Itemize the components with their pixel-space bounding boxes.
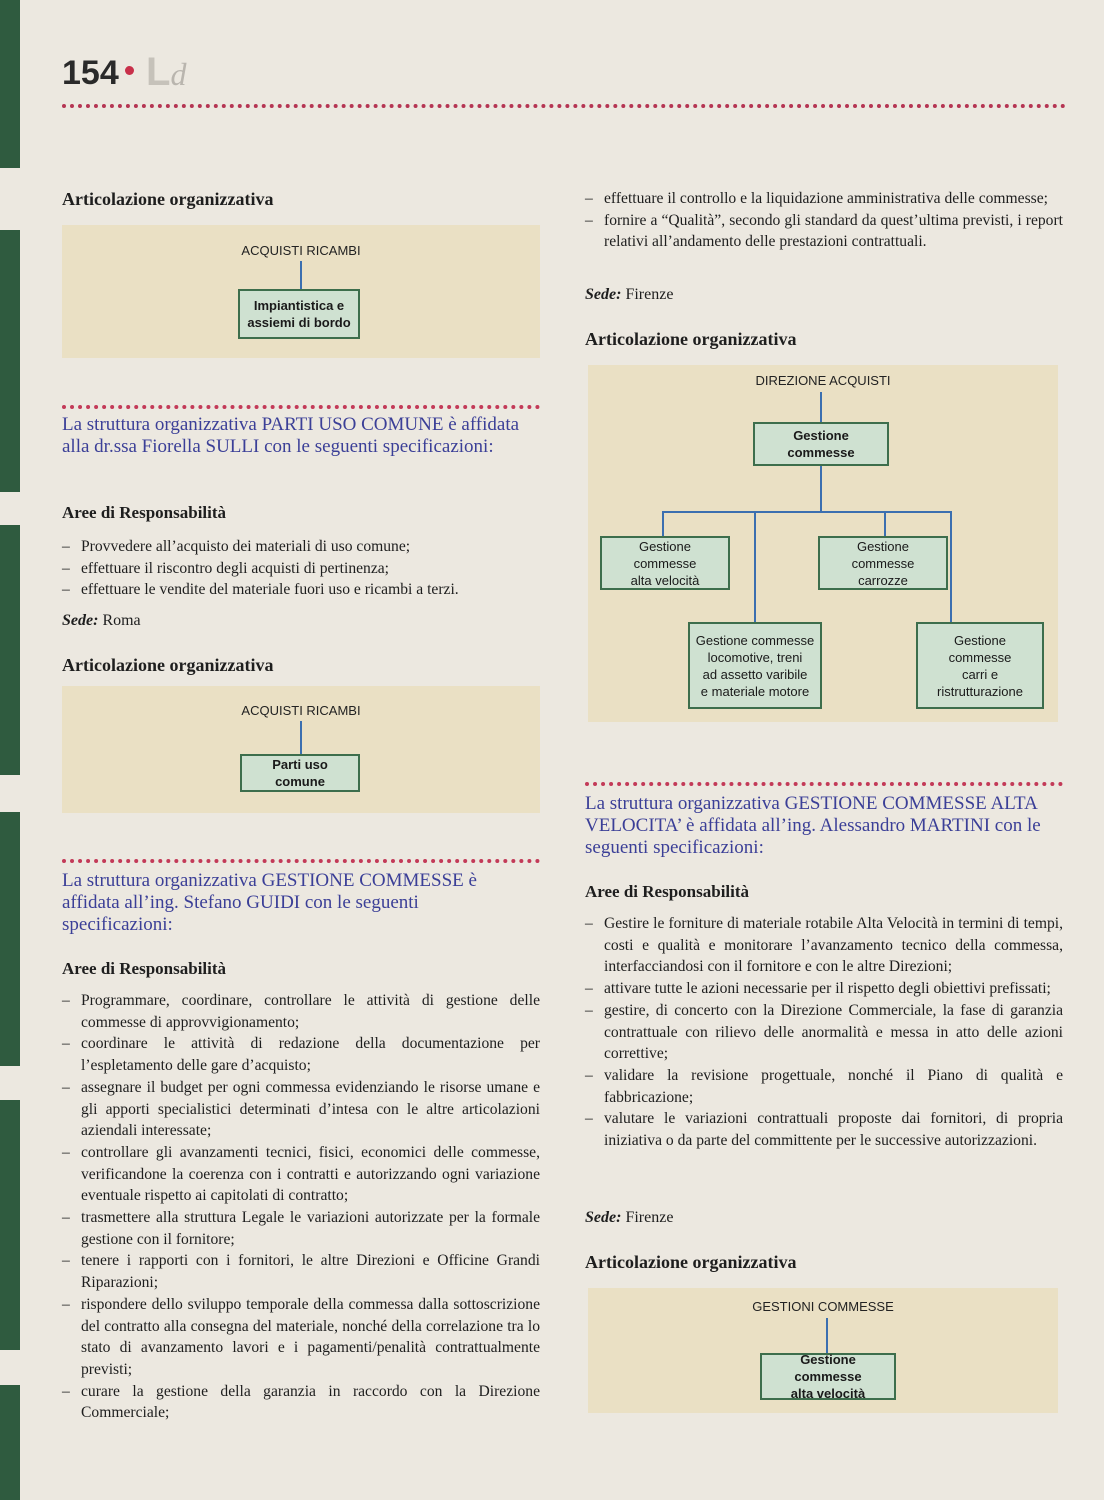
list-item: – effettuare il controllo e la liquidazione amministrativa delle commesse; bbox=[585, 188, 1063, 210]
section-divider bbox=[62, 859, 540, 863]
sede-line: Sede: Firenze bbox=[585, 1209, 674, 1226]
page-edge-tab bbox=[0, 525, 20, 775]
org-parent-label: ACQUISTI RICAMBI bbox=[241, 703, 361, 718]
connector-line bbox=[820, 392, 822, 423]
list-item: – attivare tutte le azioni necessarie per il rispetto degli obiettivi prefissati; bbox=[585, 978, 1063, 1000]
list-item: – curare la gestione della garanzia in raccordo con la Direzione Commerciale; bbox=[62, 1381, 540, 1424]
list-item: – Gestire le forniture di materiale rotabile Alta Velocità in termini di tempi, costi e qualità e monitorare l’avanzamento tecnico della commessa, interfacciandosi con il fornitore e con le altre Direzioni; bbox=[585, 913, 1063, 978]
connector-line bbox=[826, 1318, 828, 1354]
resp-list bbox=[62, 990, 540, 1424]
section-intro: La struttura organizzativa GESTIONE COMMESSE ALTA VELOCITA’ è affidata all’ing. Alessandro MARTINI con le seguenti specificazioni: bbox=[585, 793, 1041, 858]
page-edge-tab bbox=[0, 812, 20, 1066]
page-edge-tab bbox=[0, 230, 20, 492]
org-box-impiantistica: Impiantistica e assiemi di bordo bbox=[238, 289, 360, 339]
list-item: – assegnare il budget per ogni commessa evidenziando le risorse umane e gli apporti specialistici determinati d’intesa con le altre articolazioni aziendali interessate; bbox=[62, 1077, 540, 1142]
list-item: – coordinare le attività di redazione della documentazione per l’espletamento delle gare d’acquisto; bbox=[62, 1033, 540, 1076]
list-item: – gestire, di concerto con la Direzione Commerciale, la fase di garanzia contrattuale con rilievo delle anormalità e messa in atto delle azioni correttive; bbox=[585, 1000, 1063, 1065]
resp-title: Aree di Responsabilità bbox=[62, 959, 227, 978]
section-intro: La struttura organizzativa PARTI USO COMUNE è affidata alla dr.ssa Fiorella SULLI con le seguenti specificazioni: bbox=[62, 414, 520, 457]
org-box-alta-velocita: Gestione commesse alta velocità bbox=[760, 1353, 896, 1400]
section-divider bbox=[62, 405, 540, 409]
resp-list-continued bbox=[585, 188, 1063, 253]
journal-logo: Ld bbox=[146, 50, 187, 94]
org-parent-label: ACQUISTI RICAMBI bbox=[241, 243, 361, 258]
org-box-parti-uso-comune: Parti uso comune bbox=[240, 754, 360, 792]
resp-title: Aree di Responsabilità bbox=[62, 503, 227, 522]
org-box-gestione-commesse: Gestione commesse bbox=[753, 422, 889, 466]
list-item: – Provvedere all’acquisto dei materiali di uso comune; bbox=[62, 536, 540, 558]
header-rule bbox=[62, 104, 1066, 108]
connector-line bbox=[662, 511, 886, 513]
org-box-locomotive: Gestione commesse locomotive, treni ad assetto varibile e materiale motore bbox=[688, 622, 822, 709]
connector-line bbox=[820, 466, 822, 512]
list-item: – valutare le variazioni contrattuali proposte dai fornitori, di propria iniziativa o da parte del committente per le successive autorizzazioni. bbox=[585, 1108, 1063, 1151]
page-edge-tab bbox=[0, 1385, 20, 1500]
page-edge-tab bbox=[0, 0, 20, 168]
section-intro: La struttura organizzativa GESTIONE COMMESSE è affidata all’ing. Stefano GUIDI con le seguenti specificazioni: bbox=[62, 870, 477, 935]
org-chart-panel bbox=[588, 1288, 1058, 1413]
page-edge-tab bbox=[0, 1100, 20, 1350]
header-dot bbox=[125, 66, 134, 75]
org-heading: Articolazione organizzativa bbox=[62, 189, 274, 209]
section-divider bbox=[585, 782, 1063, 786]
list-item: – validare la revisione progettuale, nonché il Piano di qualità e fabbricazione; bbox=[585, 1065, 1063, 1108]
sede-line: Sede: Firenze bbox=[585, 286, 674, 303]
connector-line bbox=[300, 261, 302, 290]
connector-line bbox=[950, 511, 952, 623]
org-heading: Articolazione organizzativa bbox=[585, 1252, 797, 1272]
connector-line bbox=[300, 721, 302, 755]
connector-line bbox=[884, 511, 886, 537]
list-item: – rispondere dello sviluppo temporale della commessa dalla sottoscrizione del contratto alla consegna del materiale, nonché della correlazione tra lo stato di avanzamento lavori e i pagamenti/penalità contrattualmente previsti; bbox=[62, 1294, 540, 1381]
resp-list bbox=[585, 913, 1063, 1152]
list-item: – effettuare il riscontro degli acquisti di pertinenza; bbox=[62, 558, 540, 580]
list-item: – Programmare, coordinare, controllare le attività di gestione delle commesse di approvvigionamento; bbox=[62, 990, 540, 1033]
resp-title: Aree di Responsabilità bbox=[585, 882, 750, 901]
list-item: – tenere i rapporti con i fornitori, le altre Direzioni e Officine Grandi Riparazioni; bbox=[62, 1250, 540, 1293]
org-heading: Articolazione organizzativa bbox=[62, 655, 274, 675]
org-parent-label: DIREZIONE ACQUISTI bbox=[755, 373, 891, 388]
sede-line: Sede: Roma bbox=[62, 612, 141, 629]
connector-line bbox=[886, 511, 952, 513]
list-item: – trasmettere alla struttura Legale le variazioni autorizzate per la formale gestione con il fornitore; bbox=[62, 1207, 540, 1250]
list-item: – effettuare le vendite del materiale fuori uso e ricambi a terzi. bbox=[62, 579, 540, 601]
org-heading: Articolazione organizzativa bbox=[585, 329, 797, 349]
org-parent-label: GESTIONI COMMESSE bbox=[752, 1299, 894, 1314]
list-item: – fornire a “Qualità”, secondo gli standard da quest’ultima previsti, i report relativi all’andamento delle prestazioni contrattuali. bbox=[585, 210, 1063, 253]
org-box-carri: Gestione commesse carri e ristrutturazione bbox=[916, 622, 1044, 709]
list-item: – controllare gli avanzamenti tecnici, fisici, economici delle commesse, verificandone la coerenza con i contratti e autorizzando ogni variazione eventuale rispetto ai capitolati di contratto; bbox=[62, 1142, 540, 1207]
connector-line bbox=[662, 511, 664, 537]
org-box-alta-velocita: Gestione commesse alta velocità bbox=[600, 536, 730, 590]
org-chart-panel bbox=[62, 686, 540, 813]
org-chart-panel bbox=[62, 225, 540, 358]
resp-list bbox=[62, 536, 540, 601]
org-chart-panel bbox=[588, 365, 1058, 722]
org-box-carrozze: Gestione commesse carrozze bbox=[818, 536, 948, 590]
page-number: 154 bbox=[62, 54, 119, 92]
connector-line bbox=[754, 511, 756, 623]
